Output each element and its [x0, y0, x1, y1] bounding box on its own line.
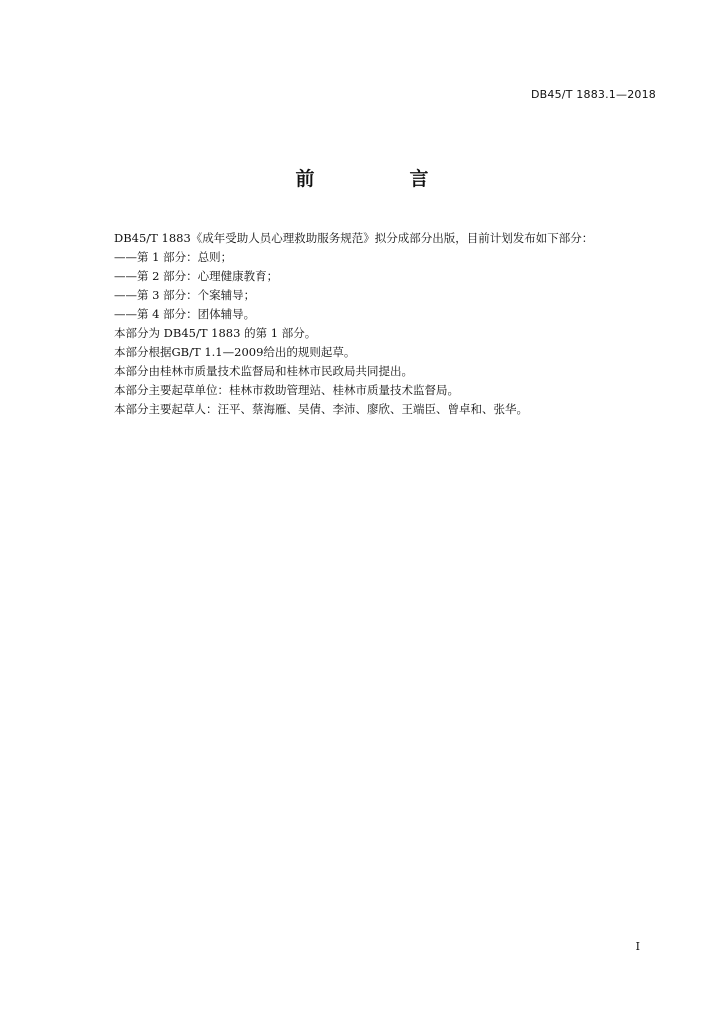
page-title: 前 言: [295, 168, 467, 190]
part-list-item-1: ——第 1 部分：总则；: [114, 250, 233, 264]
foreword-content: [114, 229, 674, 419]
part-statement: 本部分为 DB45/T 1883 的第 1 部分。: [114, 326, 317, 340]
proposer-statement: 本部分由桂林市质量技术监督局和桂林市民政局共同提出。: [114, 364, 413, 378]
intro-paragraph: DB45/T 1883《成年受助人员心理救助服务规范》拟分成部分出版，目前计划发布如下部分：: [114, 231, 594, 245]
drafting-rules-statement: 本部分根据GB/T 1.1—2009给出的规则起草。: [114, 345, 356, 359]
drafting-units-statement: 本部分主要起草单位：桂林市救助管理站、桂林市质量技术监督局。: [114, 383, 459, 397]
part-list-item-4: ——第 4 部分：团体辅导。: [114, 307, 256, 321]
document-code: DB45/T 1883.1—2018: [530, 88, 656, 101]
drafters-statement: 本部分主要起草人：汪平、蔡海雁、吴倩、李沛、廖欣、王端臣、曾卓和、张华。: [114, 402, 528, 416]
part-list-item-2: ——第 2 部分：心理健康教育；: [114, 269, 279, 283]
part-list-item-3: ——第 3 部分：个案辅导；: [114, 288, 256, 302]
page-number: I: [635, 940, 640, 953]
